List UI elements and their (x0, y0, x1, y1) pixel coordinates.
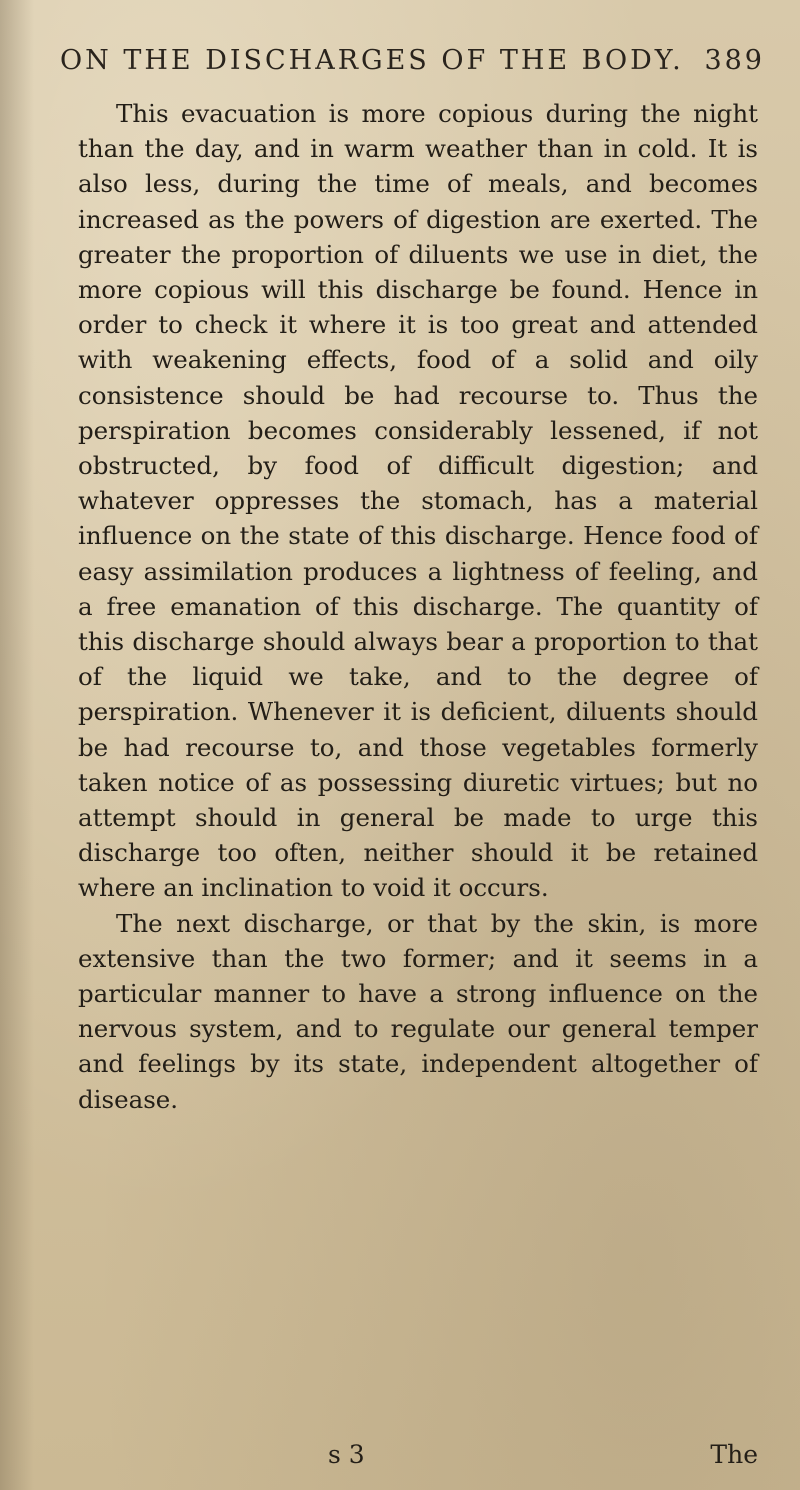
catchword: The (710, 1440, 758, 1469)
page-edge-shadow (0, 0, 34, 1490)
running-head (50, 45, 765, 85)
running-head-title: ON THE DISCHARGES OF THE BODY. (60, 45, 684, 76)
page-number: 389 (704, 45, 765, 76)
page-footer (78, 1440, 758, 1476)
paragraph-evacuation: This evacuation is more copious during the night than the day, and in warm weather than in cold. It is also less, during the time of meals, and becomes increased as the powers of digestion are exerted. The greater the proportion of diluents we use in diet, the more copious will this discharge be found. Hence in order to check it where it is too great and attended with weakening effects, food of a solid and oily consistence should be had recourse to. Thus the perspiration becomes considerably lessened, if not obstructed, by food of difficult digestion; and whatever oppresses the stomach, has a material influence on the state of this discharge. Hence food of easy assimilation produces a lightness of feeling, and a free emanation of this discharge. The quantity of this discharge should always bear a proportion to that of the liquid we take, and to the degree of perspiration. Whenever it is deficient, diluents should be had recourse to, and those vegetables formerly taken notice of as possessing diuretic virtues; but no attempt should in general be made to urge this discharge too often, neither should it be retained where an inclination to void it occurs. (78, 99, 758, 903)
paragraph-skin-discharge: The next discharge, or that by the skin, is more extensive than the two former; and it seems in a particular manner to have a strong influence on the nervous system, and to regulate our general temper and feelings by its state, independent altogether of disease. (78, 908, 758, 1114)
signature-mark: s 3 (328, 1440, 365, 1469)
body-text (78, 96, 758, 1117)
